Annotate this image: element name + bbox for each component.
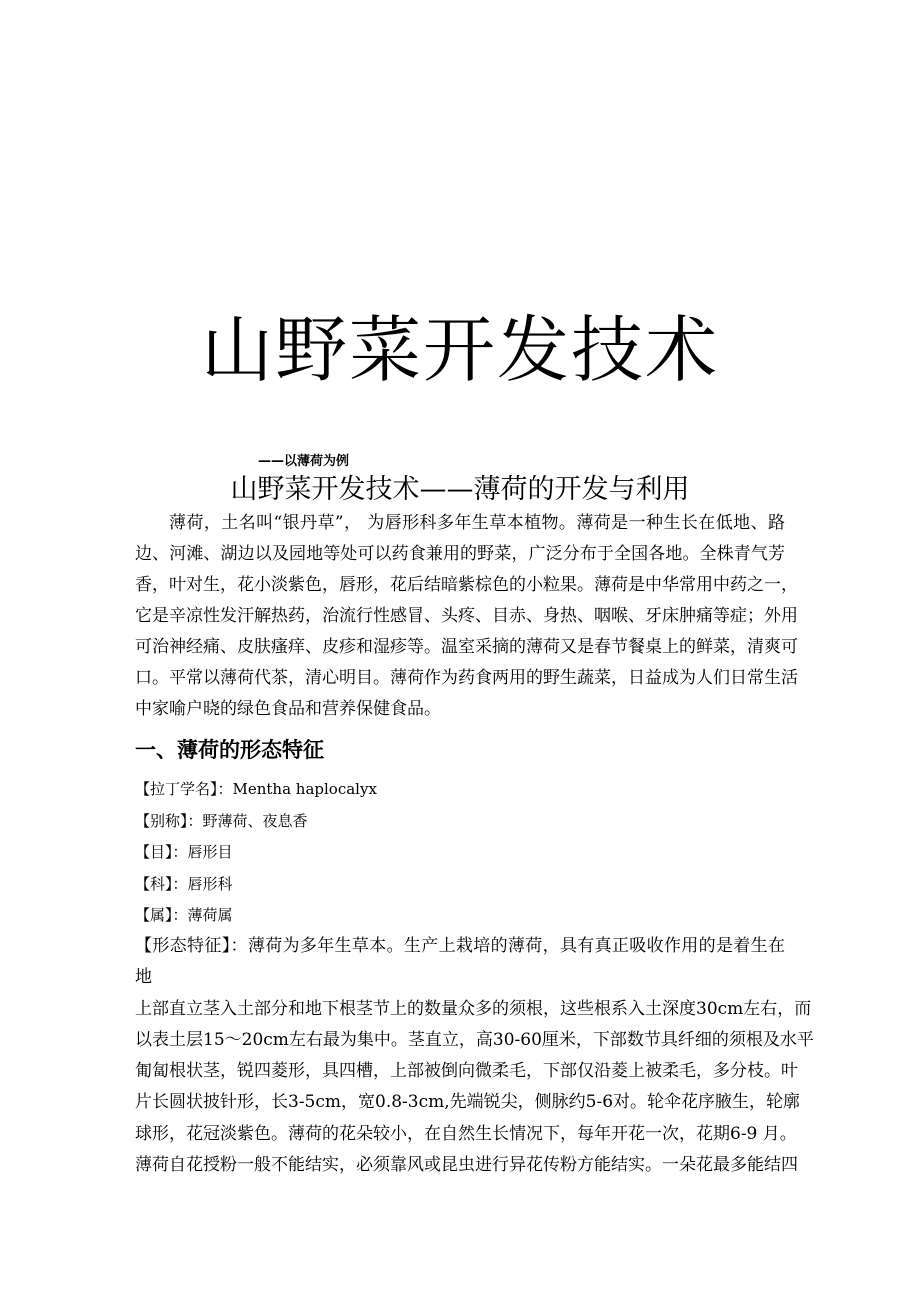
paragraph-line: 边、河滩、湖边以及园地等处可以药食兼用的野菜，广泛分布于全国各地。全株青气芳 [135,544,785,564]
paragraph-line: 片长圆状披针形，长3-5cm，宽0.8-3cm,先端锐尖，侧脉约5-6对。轮伞花序腋生，轮廓 [135,1092,801,1112]
field-order: 【目】：唇形目 [135,843,233,861]
document-title: 山野菜开发技术 [200,308,719,392]
paragraph-line: 上部直立茎入土部分和地下根茎节上的数量众多的须根，这些根系入土深度30cm左右，而 [135,999,812,1019]
field-alias: 【别称】：野薄荷、夜息香 [135,812,308,830]
paragraph-line: 地 [135,967,152,987]
paragraph-line: 可治神经痛、皮肤瘙痒、皮疹和湿疹等。温室采摘的薄荷又是春节餐桌上的鲜菜，清爽可 [135,637,798,657]
document-subtitle: ——以薄荷为例 [258,454,350,469]
paragraph-line: 香，叶对生，花小淡紫色，唇形，花后结暗紫棕色的小粒果。薄荷是中华常用中药之一， [135,575,798,595]
paragraph-line: 口。平常以薄荷代茶，清心明目。薄荷作为药食两用的野生蔬菜，日益成为人们日常生活 [135,668,798,688]
section-heading: 一、薄荷的形态特征 [135,738,324,762]
field-family: 【科】：唇形科 [135,875,233,893]
field-morphology: 【形态特征】：薄荷为多年生草本。生产上栽培的薄荷，具有真正吸收作用的是着生在 [135,936,785,956]
paragraph-line: 球形，花冠淡紫色。薄荷的花朵较小，在自然生长情况下，每年开花一次，花期6-9 月。 [135,1124,797,1144]
paragraph-line: 中家喻户晓的绿色食品和营养保健食品。 [135,699,441,719]
paragraph-line: 它是辛凉性发汗解热药，治流行性感冒、头疼、目赤、身热、咽喉、牙床肿痛等症；外用 [135,606,798,626]
field-genus: 【属】：薄荷属 [135,906,233,924]
paragraph-line: 匍匐根状茎，锐四菱形，具四槽，上部被倒向微柔毛，下部仅沿菱上被柔毛，多分枝。叶 [135,1061,798,1081]
field-latin-name: 【拉丁学名】：Mentha haplocalyx [135,780,377,798]
paragraph-line: 以表土层15～20cm左右最为集中。茎直立，高30-60厘米，下部数节具纤细的须根及水平 [135,1030,814,1050]
article-heading: 山野菜开发技术——薄荷的开发与利用 [230,474,690,505]
paragraph-line: 薄荷，土名叫“银丹草”， 为唇形科多年生草本植物。薄荷是一种生长在低地、路 [169,513,785,533]
paragraph-line: 薄荷自花授粉一般不能结实，必须靠风或昆虫进行异花传粉方能结实。一朵花最多能结四 [135,1155,798,1175]
